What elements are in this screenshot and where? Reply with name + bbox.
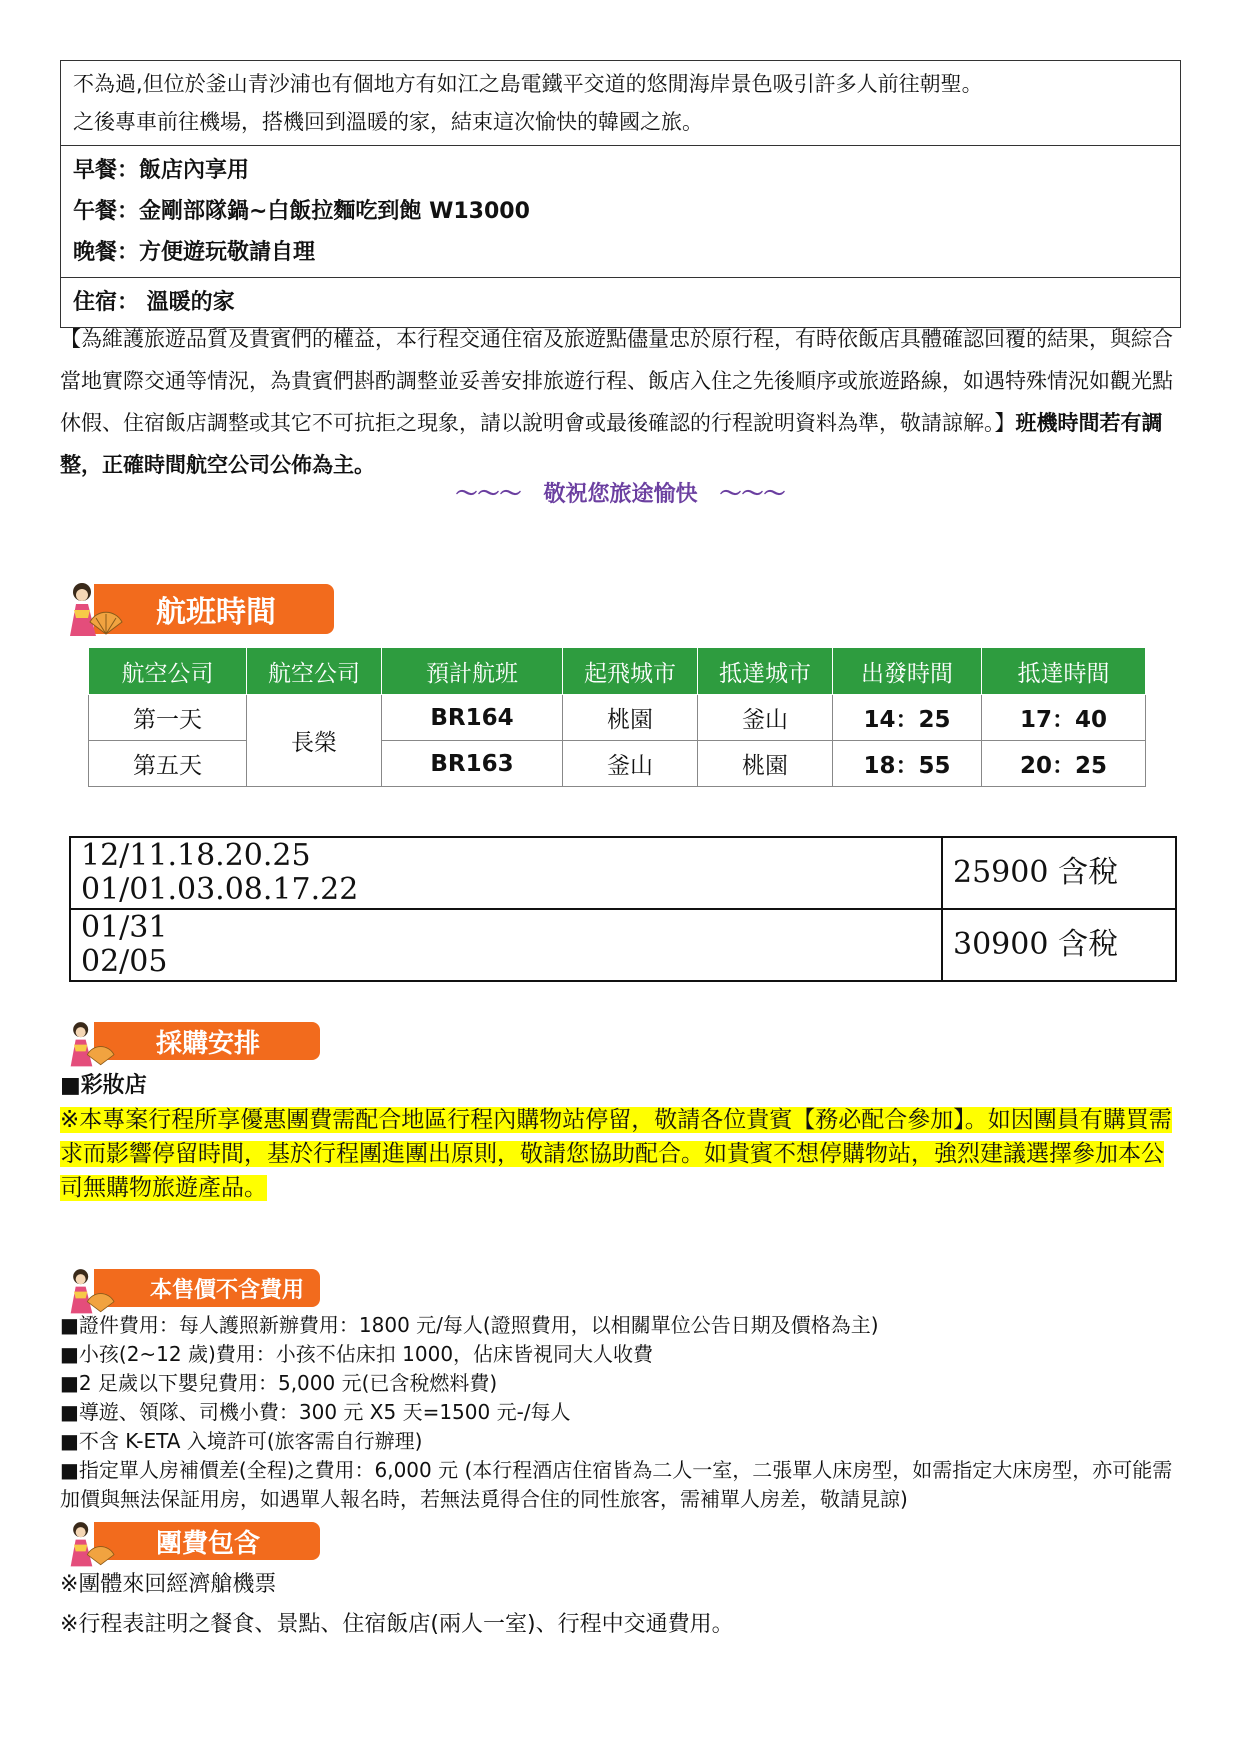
date-line: 02/05 bbox=[81, 944, 168, 979]
breakfast: 早餐：飯店內享用 bbox=[73, 158, 250, 183]
list-item: ※團體來回經濟艙機票 bbox=[60, 1572, 277, 1597]
list-item: ※行程表註明之餐食、景點、住宿飯店(兩人一室)、行程中交通費用。 bbox=[60, 1612, 734, 1637]
itinerary-box bbox=[60, 60, 1181, 328]
flight-header-row bbox=[89, 648, 1146, 695]
hanbok-fan-icon bbox=[60, 578, 124, 638]
col-header: 抵達城市 bbox=[698, 648, 833, 695]
list-item: ■2 足歲以下嬰兒費用：5,000 元(已含稅燃料費) bbox=[60, 1371, 498, 1395]
price-cell: 25900 含稅 bbox=[942, 837, 1176, 909]
flight-section-badge bbox=[60, 578, 280, 630]
flight-number: BR163 bbox=[382, 741, 563, 787]
highlighted-text: ※本專案行程所享優惠團費需配合地區行程內購物站停留，敬請各位貴賓【務必配合參加】。如因團員有購買需求而影響停留時間，基於行程團進團出原則，敬請您協助配合。如貴賓不想停購物站，強烈建議選擇參加本公司無購物旅遊產品。 bbox=[60, 1107, 1172, 1201]
list-item: ■導遊、領隊、司機小費：300 元 X5 天=1500 元-/每人 bbox=[60, 1400, 571, 1424]
departure-time: 18：55 bbox=[833, 741, 982, 787]
departure-time: 14：25 bbox=[833, 695, 982, 741]
list-item: ■不含 K-ETA 入境許可(旅客需自行辦理) bbox=[60, 1429, 423, 1453]
lunch: 午餐：金剛部隊鍋~白飯拉麵吃到飽 W13000 bbox=[73, 199, 530, 224]
to-city: 釜山 bbox=[698, 695, 833, 741]
shopping-note bbox=[60, 1103, 1180, 1205]
from-city: 桃園 bbox=[563, 695, 698, 741]
day-cell: 第一天 bbox=[89, 695, 247, 741]
to-city: 桃園 bbox=[698, 741, 833, 787]
lodging: 住宿： 溫暖的家 bbox=[73, 290, 235, 315]
date-line: 12/11.18.20.25 bbox=[81, 838, 311, 873]
col-header: 預計航班 bbox=[382, 648, 563, 695]
arrival-time: 17：40 bbox=[982, 695, 1146, 741]
itinerary-line: 不為過,但位於釜山青沙浦也有個地方有如江之島電鐵平交道的悠閒海岸景色吸引許多人前往朝聖。 bbox=[73, 72, 983, 96]
price-table bbox=[69, 836, 1177, 982]
dinner: 晚餐：方便遊玩敬請自理 bbox=[73, 240, 316, 265]
list-item: ■小孩(2~12 歲)費用：小孩不佔床扣 1000，佔床皆視同大人收費 bbox=[60, 1342, 654, 1366]
excluded-list bbox=[60, 1311, 1185, 1514]
hanbok-fan-icon bbox=[60, 1518, 118, 1568]
excluded-section-badge bbox=[60, 1265, 305, 1311]
itinerary-description bbox=[61, 61, 1180, 146]
included-list bbox=[60, 1565, 1185, 1645]
shopping-section-title: 採購安排 bbox=[94, 1022, 320, 1060]
table-row bbox=[70, 909, 1176, 981]
table-row bbox=[70, 837, 1176, 909]
col-header: 起飛城市 bbox=[563, 648, 698, 695]
price-cell: 30900 含稅 bbox=[942, 909, 1176, 981]
table-row bbox=[89, 695, 1146, 741]
meals bbox=[61, 146, 1180, 278]
wish-line: ～～～ 敬祝您旅途愉快 ～～～ bbox=[455, 482, 786, 507]
hanbok-fan-icon bbox=[60, 1018, 118, 1068]
col-header: 航空公司 bbox=[247, 648, 382, 695]
airline-cell: 長榮 bbox=[247, 695, 382, 787]
departure-dates bbox=[70, 837, 942, 909]
included-section-title: 團費包含 bbox=[94, 1522, 320, 1560]
arrival-time: 20：25 bbox=[982, 741, 1146, 787]
col-header: 航空公司 bbox=[89, 648, 247, 695]
flight-table bbox=[88, 647, 1146, 787]
excluded-section-title: 本售價不含費用 bbox=[94, 1269, 320, 1307]
notice-bold: 班機時間若有調整，正確時間航空公司公佈為主。 bbox=[60, 411, 1163, 477]
from-city: 釜山 bbox=[563, 741, 698, 787]
list-item: ■證件費用：每人護照新辦費用：1800 元/每人(證照費用，以相關單位公告日期及價格為主) bbox=[60, 1313, 879, 1337]
list-item: ■指定單人房補價差(全程)之費用：6,000 元 (本行程酒店住宿皆為二人一室，二張單人床房型，如需指定大床房型，亦可能需加價與無法保証用房，如遇單人報名時，若無法覓得合住的同性旅客，需補單人房差，敬請見諒) bbox=[60, 1458, 1173, 1511]
shopping-section-badge bbox=[60, 1018, 300, 1064]
date-line: 01/31 bbox=[81, 910, 168, 945]
flight-number: BR164 bbox=[382, 695, 563, 741]
departure-dates bbox=[70, 909, 942, 981]
store-type: ■彩妝店 bbox=[60, 1073, 147, 1098]
included-section-badge bbox=[60, 1518, 300, 1564]
hanbok-fan-icon bbox=[60, 1265, 118, 1315]
notice-text: 【為維護旅遊品質及貴賓們的權益，本行程交通住宿及旅遊點儘量忠於原行程，有時依飯店具體確認回覆的結果，與綜合當地實際交通等情況，為貴賓們斟酌調整並妥善安排旅遊行程、飯店入住之先後順序或旅遊路線，如遇特殊情況如觀光點休假、住宿飯店調整或其它不可抗拒之現象，請以說明會或最後確認的行程說明資料為準，敬請諒解。】 bbox=[60, 327, 1173, 435]
flight-section-title: 航班時間 bbox=[94, 584, 334, 634]
day-cell: 第五天 bbox=[89, 741, 247, 787]
itinerary-line: 之後專車前往機場，搭機回到溫暖的家，結束這次愉快的韓國之旅。 bbox=[73, 110, 703, 134]
col-header: 出發時間 bbox=[833, 648, 982, 695]
date-line: 01/01.03.08.17.22 bbox=[81, 872, 359, 907]
notice-paragraph bbox=[60, 318, 1185, 486]
col-header: 抵達時間 bbox=[982, 648, 1146, 695]
